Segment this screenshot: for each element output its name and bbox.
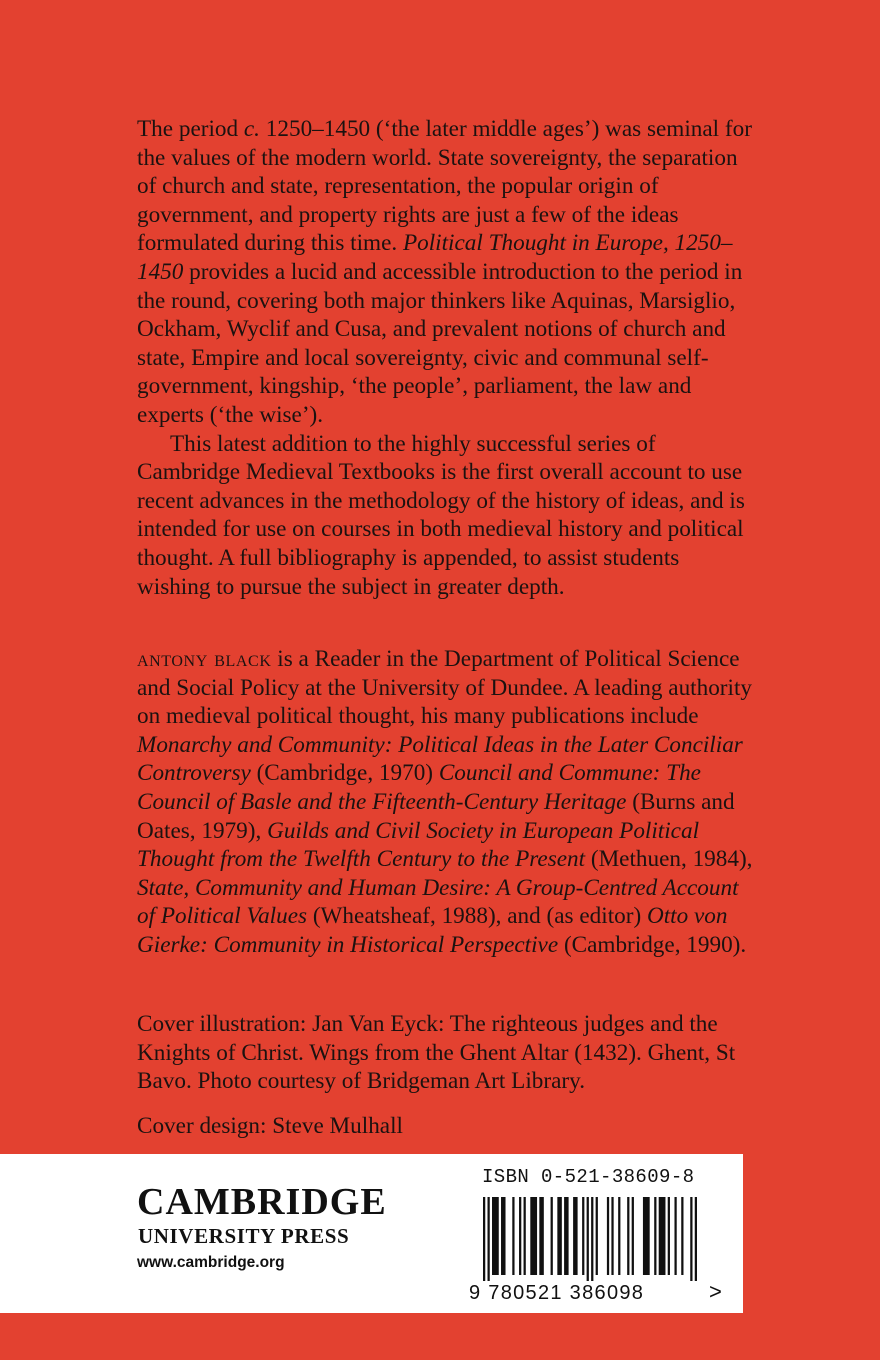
barcode-bar [690,1197,692,1281]
publisher-logo-name: CAMBRIDGE [137,1181,387,1223]
barcode-bar [564,1197,569,1275]
bio-text: (Cambridge, 1970) [250,760,439,787]
barcode-bar [519,1197,521,1275]
bio-text: (Cambridge, 1990). [558,931,747,958]
barcode-bar [681,1197,683,1275]
bio-text: (Methuen, 1984), [585,846,753,873]
publication-title: Otto von Gierke: Community in Historical Perspective [137,903,728,958]
barcode-bar [587,1197,589,1281]
barcode-bar [591,1197,593,1281]
bio-text: (Burns and Oates, 1979), [137,788,735,844]
blurb-text: 1250–1450 (‘the later middle ages’) was seminal for the values of the modern world. State sovereignty, the separation of church and state, representation, the popular origin of government, and property rights are just a few of the ideas formulated during this time. [137,116,752,257]
circa-abbrev: c. [243,116,260,142]
footer [0,1154,880,1360]
cover-illustration-credit [137,1010,757,1096]
barcode-bar [674,1197,676,1275]
publisher-url: www.cambridge.org [137,1254,285,1271]
bio-text: is a Reader in the Department of Political Science and Social Policy at the University of Dundee. A leading authority on medieval political thought, his many publications include [137,646,752,730]
barcode-bar [607,1197,609,1275]
barcode-bar [557,1197,562,1275]
barcode-bar [596,1197,598,1275]
barcode-bar [530,1197,537,1275]
barcode-bar [582,1197,584,1275]
blurb-paragraph-2: This latest addition to the highly successful series of Cambridge Medieval Textbooks is the first overall account to use recent advances in the methodology of the history of ideas, and is intended for use on courses in both medieval history and political thought. A full bibliography is appended, to assist students wishing to pursue the subject in greater depth. [137,430,745,600]
barcode-bar [654,1197,656,1275]
barcode-bar [524,1197,526,1275]
blurb-paragraph-1 [137,115,757,430]
barcode-bar [488,1197,490,1281]
author-paragraph [137,645,757,960]
barcode-bar [632,1197,634,1275]
barcode [483,1197,697,1281]
barcode-arrow: > [709,1279,722,1304]
barcode-bar [643,1197,650,1275]
design-credit-text: Cover design: Steve Mulhall [137,1113,403,1139]
barcode-bar [668,1197,670,1275]
barcode-bar [659,1197,666,1275]
cover-design-credit [137,1112,757,1141]
publication-title: Guilds and Civil Society in European Political Thought from the Twelfth Century to the Present [137,817,700,873]
isbn-label: ISBN 0-521-38609-8 [482,1166,695,1188]
publisher-logo-subtitle: UNIVERSITY PRESS [138,1224,350,1248]
bio-text: (Wheatsheaf, 1988), and (as editor) [307,903,647,930]
barcode-digits: 9 780521 386098 [469,1282,645,1304]
barcode-bar [501,1197,506,1275]
barcode-bar [573,1197,578,1275]
barcode-bar [512,1197,514,1275]
publication-title: Council and Commune: The Council of Basle and the Fifteenth-Century Heritage [137,760,701,815]
barcode-bar [539,1197,544,1275]
barcode-bar [483,1197,485,1281]
publication-title: Monarchy and Community: Political Ideas in the Later Conciliar Controversy [137,731,743,787]
blurb [137,115,757,601]
book-title-inline: Political Thought in Europe, 1250–1450 [137,230,733,285]
barcode-bar [551,1197,553,1275]
barcode-bar [492,1197,499,1275]
barcode-bar [618,1197,620,1275]
author-name: antony black [137,646,272,672]
author-bio [137,645,757,960]
barcode-bar [695,1197,697,1281]
publication-title: State, Community and Human Desire: A Group-Centred Account of Political Values [137,874,739,930]
barcode-bar [627,1197,629,1275]
blurb-text: The period [137,116,244,142]
barcode-bar [611,1197,613,1275]
illustration-credit-text: Cover illustration: Jan Van Eyck: The righteous judges and the Knights of Christ. Wings from the Ghent Altar (1432). Ghent, St Bavo. Photo courtesy of Bridgeman Art Library. [137,1011,736,1095]
blurb-text: provides a lucid and accessible introduction to the period in the round, covering both major thinkers like Aquinas, Marsiglio, Ockham, Wyclif and Cusa, and prevalent notions of church and state, Empire and local sovereignty, civic and communal self-government, kingship, ‘the people’, parliament, the law and experts (‘the wise’). [137,258,743,428]
